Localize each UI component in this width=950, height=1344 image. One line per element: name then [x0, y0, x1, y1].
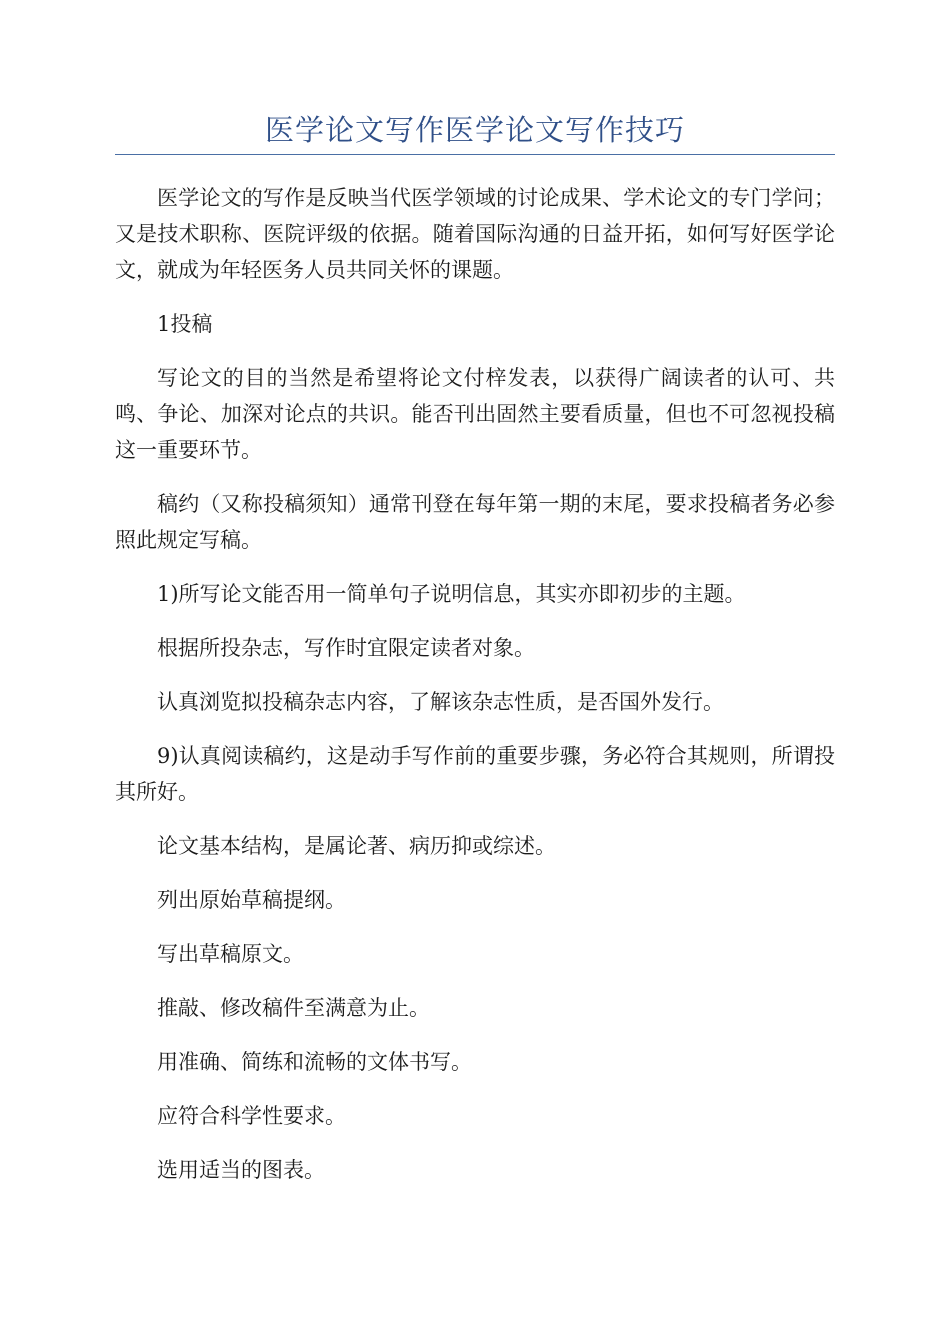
document-title: 医学论文写作医学论文写作技巧: [264, 113, 685, 147]
list-item: 写出草稿原文。: [157, 942, 304, 966]
section-heading-submission: 1投稿: [157, 312, 213, 336]
list-item: 推敲、修改稿件至满意为止。: [157, 996, 430, 1020]
document-body: [115, 180, 835, 1206]
list-item: 认真浏览拟投稿杂志内容，了解该杂志性质，是否国外发行。: [157, 690, 724, 714]
paragraph: 稿约（又称投稿须知）通常刊登在每年第一期的末尾，要求投稿者务必参照此规定写稿。: [115, 492, 835, 552]
paragraph-intro: 医学论文的写作是反映当代医学领域的讨论成果、学术论文的专门学问；又是技术职称、医院评级的依据。随着国际沟通的日益开拓，如何写好医学论文，就成为年轻医务人员共同关怀的课题。: [115, 186, 835, 282]
list-item: 用准确、简练和流畅的文体书写。: [157, 1050, 472, 1074]
list-item: 根据所投杂志，写作时宜限定读者对象。: [157, 636, 535, 660]
list-item: 论文基本结构，是属论著、病历抑或综述。: [157, 834, 556, 858]
title-underline: [115, 154, 835, 155]
list-item: 选用适当的图表。: [157, 1158, 325, 1182]
list-item: 9)认真阅读稿约，这是动手写作前的重要步骤，务必符合其规则，所谓投其所好。: [115, 744, 835, 804]
list-item: 1)所写论文能否用一简单句子说明信息，其实亦即初步的主题。: [157, 582, 746, 606]
list-item: 列出原始草稿提纲。: [157, 888, 346, 912]
paragraph: 写论文的目的当然是希望将论文付梓发表，以获得广阔读者的认可、共鸣、争论、加深对论点的共识。能否刊出固然主要看质量，但也不可忽视投稿这一重要环节。: [115, 366, 835, 462]
list-item: 应符合科学性要求。: [157, 1104, 346, 1128]
